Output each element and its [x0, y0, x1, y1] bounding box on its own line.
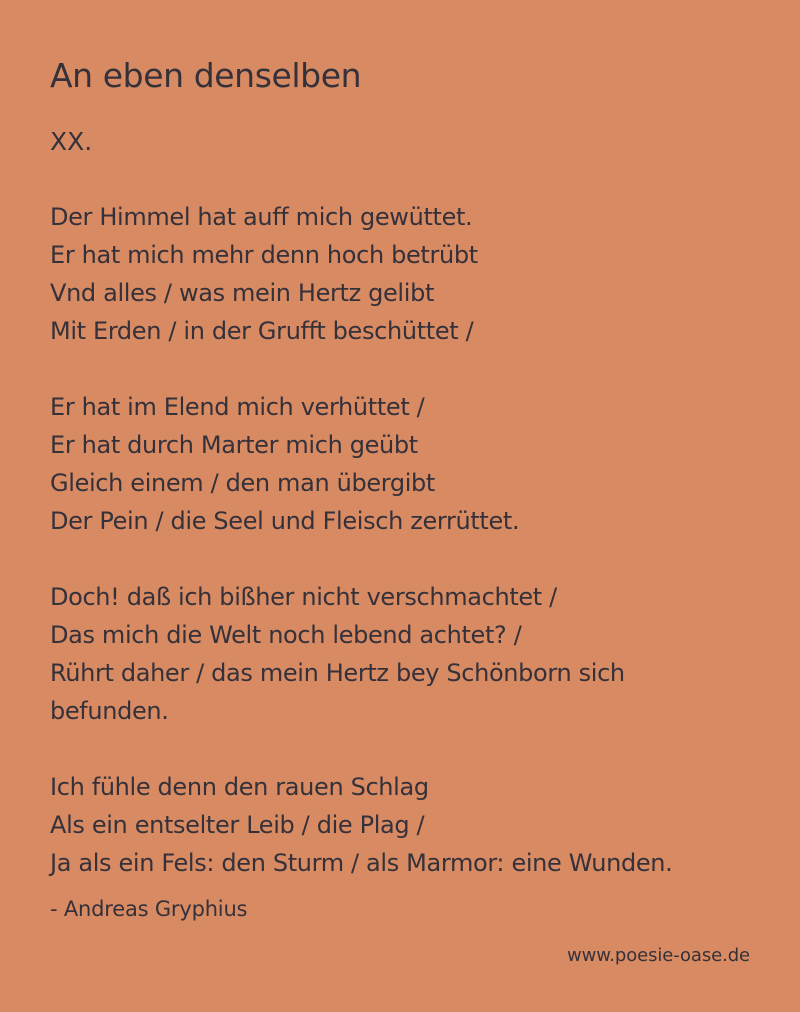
poem-line: Der Himmel hat auff mich gewüttet.: [50, 203, 473, 231]
poem-line: Er hat mich mehr denn hoch betrübt: [50, 241, 478, 269]
poem-line: befunden.: [50, 697, 169, 725]
poem-line: Rührt daher / das mein Hertz bey Schönborn sich: [50, 659, 625, 687]
poem-line: Mit Erden / in der Grufft beschüttet /: [50, 317, 474, 345]
stanza-1: [50, 198, 750, 350]
poem-line: Als ein entselter Leib / die Plag /: [50, 811, 425, 839]
poem-line: Er hat im Elend mich verhüttet /: [50, 393, 425, 421]
poem-line: Er hat durch Marter mich geübt: [50, 431, 418, 459]
poem-line: Doch! daß ich bißher nicht verschmachtet /: [50, 583, 557, 611]
poem-line: Der Pein / die Seel und Fleisch zerrüttet.: [50, 507, 520, 535]
poem-line: Das mich die Welt noch lebend achtet? /: [50, 621, 522, 649]
poem-line: Ich fühle denn den rauen Schlag: [50, 773, 429, 801]
poem-line: Vnd alles / was mein Hertz gelibt: [50, 279, 435, 307]
website-url: www.poesie-oase.de: [567, 945, 750, 966]
poem-line: Gleich einem / den man übergibt: [50, 469, 435, 497]
poem-number: XX.: [50, 127, 93, 156]
poem-card: [50, 54, 750, 925]
poem-author: - Andreas Gryphius: [50, 897, 248, 921]
stanza-4: [50, 768, 750, 882]
stanza-2: [50, 388, 750, 540]
stanza-3: [50, 578, 750, 730]
poem-title: An eben denselben: [50, 56, 362, 95]
poem-body: [50, 198, 750, 882]
poem-line: Ja als ein Fels: den Sturm / als Marmor: eine Wunden.: [50, 849, 673, 877]
